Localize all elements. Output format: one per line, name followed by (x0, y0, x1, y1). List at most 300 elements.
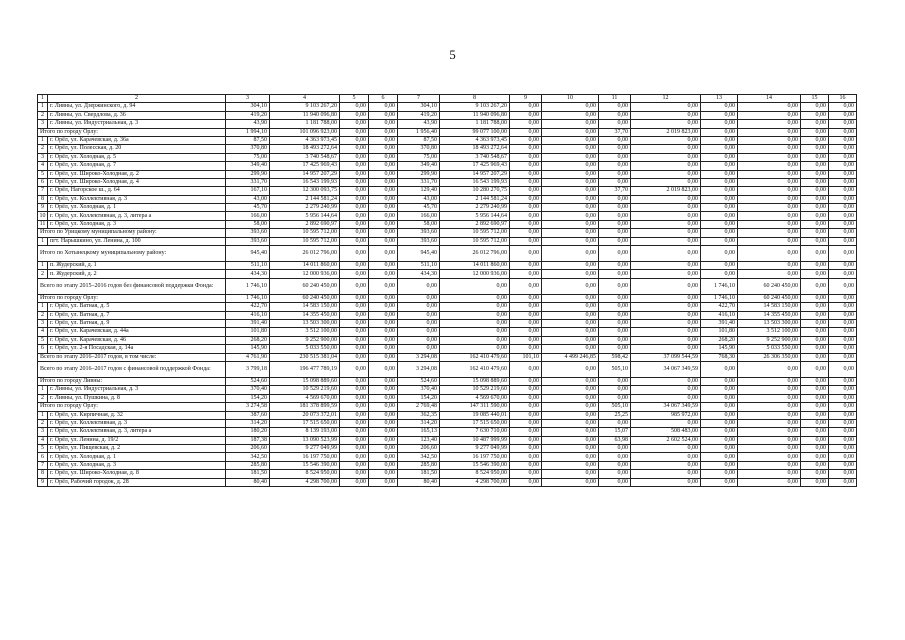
value-cell: 0,00 (631, 162, 701, 170)
value-cell: 0,00 (701, 361, 738, 377)
value-cell: 511,10 (398, 262, 440, 270)
value-cell: 0,00 (340, 428, 369, 436)
value-cell: 0,00 (369, 461, 398, 469)
value-cell: 0,00 (701, 212, 738, 220)
value-cell: 15 546 390,00 (440, 461, 510, 469)
value-cell: 0,00 (510, 428, 542, 436)
value-cell: 0,00 (440, 311, 510, 319)
value-cell: 34 067 349,59 (631, 403, 701, 411)
header-cell: 10 (542, 95, 599, 103)
value-cell: 7 630 710,00 (440, 428, 510, 436)
row-label: Всего по этапу 2016–2017 годов, в том числе: (38, 353, 226, 361)
value-cell: 1 181 788,00 (440, 120, 510, 128)
row-address: п. Жудерский, д. 2 (48, 270, 226, 278)
value-cell: 0,00 (510, 145, 542, 153)
value-cell: 17 515 650,00 (270, 419, 340, 427)
value-cell: 0,00 (631, 111, 701, 119)
value-cell: 0,00 (510, 262, 542, 270)
value-cell: 0,00 (599, 303, 631, 311)
value-cell: 0,00 (369, 419, 398, 427)
value-cell: 14 011 860,00 (440, 262, 510, 270)
table-body (38, 95, 857, 487)
value-cell: 0,00 (542, 328, 599, 336)
value-cell: 0,00 (738, 386, 801, 394)
value-cell: 10 595 712,00 (270, 237, 340, 245)
value-cell: 0,00 (510, 336, 542, 344)
row-address: г. Ливны, ул. Индустриальная, д. 3 (48, 120, 226, 128)
subtotal-row (38, 278, 857, 294)
value-cell: 180,20 (226, 428, 270, 436)
value-cell: 0,00 (542, 187, 599, 195)
value-cell: 0,00 (829, 145, 857, 153)
value-cell: 0,00 (631, 278, 701, 294)
value-cell: 0,00 (599, 145, 631, 153)
value-cell: 0,00 (510, 403, 542, 411)
value-cell: 0,00 (398, 303, 440, 311)
value-cell: 0,00 (631, 220, 701, 228)
row-index: 5 (38, 445, 48, 453)
value-cell: 0,00 (369, 377, 398, 385)
row-index: 3 (38, 153, 48, 161)
value-cell: 43,00 (226, 195, 270, 203)
value-cell: 0,00 (340, 178, 369, 186)
value-cell: 0,00 (340, 195, 369, 203)
value-cell: 0,00 (510, 345, 542, 353)
table-row (38, 153, 857, 161)
value-cell: 25,25 (599, 411, 631, 419)
row-address: г. Орёл, ул. Карачевская, д. 46 (48, 336, 226, 344)
value-cell: 0,00 (701, 470, 738, 478)
value-cell: 0,00 (369, 303, 398, 311)
value-cell: 0,00 (369, 386, 398, 394)
value-cell: 0,00 (701, 187, 738, 195)
row-index: 2 (38, 270, 48, 278)
value-cell: 0,00 (801, 111, 829, 119)
value-cell: 598,42 (599, 353, 631, 361)
row-index: 8 (38, 195, 48, 203)
value-cell: 0,00 (340, 294, 369, 302)
value-cell: 0,00 (829, 120, 857, 128)
value-cell: 0,00 (599, 319, 631, 327)
value-cell: 0,00 (340, 328, 369, 336)
value-cell: 0,00 (369, 470, 398, 478)
value-cell: 0,00 (738, 120, 801, 128)
value-cell: 331,70 (398, 178, 440, 186)
value-cell: 362,35 (398, 411, 440, 419)
value-cell: 0,00 (631, 470, 701, 478)
value-cell: 391,40 (701, 319, 738, 327)
value-cell: 0,00 (801, 212, 829, 220)
value-cell: 26 012 796,00 (270, 246, 340, 262)
value-cell: 0,00 (369, 411, 398, 419)
value-cell: 0,00 (801, 195, 829, 203)
table-row (38, 262, 857, 270)
value-cell: 0,00 (340, 411, 369, 419)
value-cell: 0,00 (340, 153, 369, 161)
value-cell: 0,00 (801, 229, 829, 237)
value-cell: 0,00 (631, 136, 701, 144)
table-row (38, 178, 857, 186)
value-cell: 285,80 (226, 461, 270, 469)
value-cell: 0,00 (369, 170, 398, 178)
value-cell: 0,00 (369, 111, 398, 119)
value-cell: 12 300 093,75 (270, 187, 340, 195)
value-cell: 60 240 450,00 (270, 294, 340, 302)
value-cell: 0,00 (369, 178, 398, 186)
table-row (38, 311, 857, 319)
value-cell: 0,00 (829, 303, 857, 311)
value-cell: 60 240 450,00 (270, 278, 340, 294)
row-address: г. Орёл, ул. Коллективная, д. 3 (48, 195, 226, 203)
value-cell: 0,00 (701, 204, 738, 212)
value-cell: 0,00 (801, 328, 829, 336)
header-cell: 13 (701, 95, 738, 103)
value-cell: 101,80 (701, 328, 738, 336)
value-cell: 0,00 (542, 120, 599, 128)
value-cell: 0,00 (340, 278, 369, 294)
value-cell: 4 761,90 (226, 353, 270, 361)
value-cell: 0,00 (829, 361, 857, 377)
value-cell: 0,00 (340, 237, 369, 245)
value-cell: 0,00 (801, 445, 829, 453)
value-cell: 422,70 (701, 303, 738, 311)
value-cell: 0,00 (440, 278, 510, 294)
row-index: 6 (38, 453, 48, 461)
value-cell: 0,00 (631, 178, 701, 186)
value-cell: 0,00 (599, 136, 631, 144)
value-cell: 123,40 (398, 436, 440, 444)
row-index: 2 (38, 311, 48, 319)
value-cell: 0,00 (631, 303, 701, 311)
value-cell: 0,00 (738, 204, 801, 212)
value-cell: 0,00 (510, 294, 542, 302)
value-cell: 391,40 (226, 319, 270, 327)
value-cell: 945,40 (398, 246, 440, 262)
row-index: 4 (38, 436, 48, 444)
value-cell: 0,00 (801, 436, 829, 444)
value-cell: 101 096 923,00 (270, 128, 340, 136)
value-cell: 0,00 (510, 170, 542, 178)
table-row (38, 394, 857, 402)
value-cell: 342,50 (226, 453, 270, 461)
value-cell: 331,70 (226, 178, 270, 186)
row-address: г. Орёл, ул. Коллективная, д. 3, литера а (48, 212, 226, 220)
value-cell: 0,00 (801, 336, 829, 344)
row-label: Итого по городу Ливны: (38, 377, 226, 385)
value-cell: 524,60 (398, 377, 440, 385)
value-cell: 4 569 670,00 (270, 394, 340, 402)
row-address: г. Орёл, ул. Ватная, д. 5 (48, 303, 226, 311)
value-cell: 0,00 (440, 294, 510, 302)
value-cell: 9 252 900,00 (270, 336, 340, 344)
value-cell: 0,00 (340, 361, 369, 377)
value-cell: 0,00 (510, 303, 542, 311)
table-row (38, 411, 857, 419)
value-cell: 0,00 (369, 153, 398, 161)
value-cell: 162 410 479,60 (440, 353, 510, 361)
value-cell: 0,00 (801, 103, 829, 111)
table-row (38, 162, 857, 170)
value-cell: 0,00 (369, 453, 398, 461)
value-cell: 187,38 (226, 436, 270, 444)
header-cell: 11 (599, 95, 631, 103)
row-address: г. Орёл, ул. Карачевская, д. 44а (48, 328, 226, 336)
table-row (38, 419, 857, 427)
value-cell: 0,00 (542, 319, 599, 327)
value-cell: 0,00 (510, 328, 542, 336)
row-address: г. Орёл, ул. Карачевская, д. 36а (48, 136, 226, 144)
value-cell: 0,00 (340, 311, 369, 319)
value-cell: 0,00 (738, 145, 801, 153)
value-cell: 0,00 (340, 204, 369, 212)
value-cell: 0,00 (369, 120, 398, 128)
value-cell: 0,00 (369, 361, 398, 377)
value-cell: 0,00 (510, 153, 542, 161)
value-cell: 0,00 (340, 162, 369, 170)
value-cell: 0,00 (510, 419, 542, 427)
value-cell: 0,00 (738, 394, 801, 402)
value-cell: 0,00 (829, 345, 857, 353)
row-address: г. Орёл, ул. Широко-Холодная, д. 8 (48, 470, 226, 478)
value-cell: 0,00 (340, 319, 369, 327)
value-cell: 0,00 (701, 428, 738, 436)
value-cell: 0,00 (340, 212, 369, 220)
value-cell: 26 306 350,00 (738, 353, 801, 361)
table-row (38, 436, 857, 444)
value-cell: 0,00 (829, 136, 857, 144)
row-index: 1 (38, 303, 48, 311)
value-cell: 0,00 (369, 270, 398, 278)
value-cell: 0,00 (510, 311, 542, 319)
value-cell: 0,00 (340, 453, 369, 461)
value-cell: 1 746,10 (701, 294, 738, 302)
value-cell: 34 067 349,59 (631, 361, 701, 377)
table-row (38, 237, 857, 245)
value-cell: 0,00 (701, 229, 738, 237)
value-cell: 0,00 (599, 270, 631, 278)
header-cell: 4 (270, 95, 340, 103)
value-cell: 145,90 (701, 345, 738, 353)
value-cell: 181,50 (226, 470, 270, 478)
value-cell: 0,00 (801, 187, 829, 195)
value-cell: 349,40 (398, 162, 440, 170)
value-cell: 0,00 (542, 270, 599, 278)
value-cell: 342,50 (398, 453, 440, 461)
value-cell: 4 298 700,00 (440, 478, 510, 486)
value-cell: 0,00 (440, 345, 510, 353)
value-cell: 985 972,00 (631, 411, 701, 419)
value-cell: 0,00 (801, 377, 829, 385)
value-cell: 0,00 (631, 478, 701, 486)
value-cell: 0,00 (599, 120, 631, 128)
value-cell: 0,00 (510, 319, 542, 327)
value-cell: 0,00 (801, 361, 829, 377)
subtotal-row (38, 246, 857, 262)
value-cell: 0,00 (340, 445, 369, 453)
value-cell: 0,00 (801, 128, 829, 136)
value-cell: 166,00 (398, 212, 440, 220)
value-cell: 129,40 (398, 187, 440, 195)
value-cell: 0,00 (510, 377, 542, 385)
value-cell: 11 940 096,80 (270, 111, 340, 119)
row-index: 3 (38, 319, 48, 327)
value-cell: 17 515 650,00 (440, 419, 510, 427)
value-cell: 0,00 (738, 403, 801, 411)
value-cell: 2 019 823,00 (631, 187, 701, 195)
header-cell: 16 (829, 95, 857, 103)
value-cell: 0,00 (631, 120, 701, 128)
value-cell: 0,00 (510, 195, 542, 203)
header-cell: 1 (38, 95, 48, 103)
value-cell: 0,00 (369, 220, 398, 228)
value-cell: 0,00 (631, 311, 701, 319)
row-index: 8 (38, 470, 48, 478)
value-cell: 285,80 (398, 461, 440, 469)
value-cell: 0,00 (738, 187, 801, 195)
value-cell: 304,10 (398, 103, 440, 111)
value-cell: 505,10 (599, 403, 631, 411)
subtotal-row (38, 294, 857, 302)
value-cell: 0,00 (631, 204, 701, 212)
value-cell: 0,00 (340, 461, 369, 469)
value-cell: 0,00 (599, 294, 631, 302)
value-cell: 0,00 (829, 436, 857, 444)
value-cell: 87,50 (226, 136, 270, 144)
value-cell: 60 240 450,00 (738, 294, 801, 302)
value-cell: 10 595 712,00 (440, 237, 510, 245)
value-cell: 0,00 (340, 345, 369, 353)
value-cell: 0,00 (701, 246, 738, 262)
value-cell: 1 956,40 (398, 128, 440, 136)
value-cell: 16 197 750,00 (440, 453, 510, 461)
value-cell: 0,00 (599, 336, 631, 344)
row-address: пгт. Нарышкино, ул. Ленина, д. 100 (48, 237, 226, 245)
value-cell: 0,00 (369, 204, 398, 212)
value-cell: 15 546 390,00 (270, 461, 340, 469)
row-address: г. Ливны, ул. Пушкина, д. 8 (48, 394, 226, 402)
row-index: 7 (38, 187, 48, 195)
value-cell: 0,00 (369, 319, 398, 327)
value-cell: 0,00 (701, 478, 738, 486)
row-index: 1 (38, 237, 48, 245)
value-cell: 0,00 (829, 204, 857, 212)
value-cell: 0,00 (738, 212, 801, 220)
value-cell: 0,00 (542, 419, 599, 427)
value-cell: 0,00 (340, 303, 369, 311)
value-cell: 0,00 (829, 178, 857, 186)
value-cell: 0,00 (738, 262, 801, 270)
value-cell: 80,40 (226, 478, 270, 486)
value-cell: 12 000 936,00 (440, 270, 510, 278)
table-row (38, 204, 857, 212)
value-cell: 0,00 (829, 153, 857, 161)
value-cell: 10 595 712,00 (270, 229, 340, 237)
value-cell: 0,00 (542, 178, 599, 186)
value-cell: 0,00 (542, 262, 599, 270)
value-cell: 508 483,00 (631, 428, 701, 436)
row-index: 4 (38, 328, 48, 336)
value-cell: 945,40 (226, 246, 270, 262)
value-cell: 0,00 (510, 212, 542, 220)
value-cell: 0,00 (829, 319, 857, 327)
page-number: 5 (449, 47, 456, 62)
table-row (38, 319, 857, 327)
value-cell: 14 957 207,29 (440, 170, 510, 178)
value-cell: 4 363 973,45 (270, 136, 340, 144)
value-cell: 0,00 (510, 270, 542, 278)
value-cell: 0,00 (738, 445, 801, 453)
row-address: г. Орёл, ул. Холодная, д. 3 (48, 461, 226, 469)
value-cell: 101,10 (510, 353, 542, 361)
value-cell: 0,00 (542, 336, 599, 344)
value-cell: 0,00 (801, 303, 829, 311)
row-label: Итого по городу Орлу: (38, 294, 226, 302)
value-cell: 0,00 (542, 136, 599, 144)
value-cell: 0,00 (829, 246, 857, 262)
value-cell: 99 077 100,00 (440, 128, 510, 136)
value-cell: 63,98 (599, 436, 631, 444)
table-row (38, 461, 857, 469)
value-cell: 0,00 (701, 403, 738, 411)
row-address: г. Ливны, ул. Свердлова, д. 36 (48, 111, 226, 119)
value-cell: 0,00 (701, 162, 738, 170)
value-cell: 0,00 (829, 111, 857, 119)
row-address: п. Жудерский, д. 1 (48, 262, 226, 270)
value-cell: 0,00 (369, 294, 398, 302)
row-index: 1 (38, 103, 48, 111)
value-cell: 3 740 548,67 (440, 153, 510, 161)
value-cell: 0,00 (631, 461, 701, 469)
value-cell: 0,00 (510, 436, 542, 444)
value-cell: 0,00 (599, 394, 631, 402)
value-cell: 0,00 (542, 162, 599, 170)
value-cell: 0,00 (738, 178, 801, 186)
value-cell: 0,00 (340, 136, 369, 144)
value-cell: 80,40 (398, 478, 440, 486)
value-cell: 0,00 (599, 278, 631, 294)
value-cell: 3 512 100,00 (270, 328, 340, 336)
value-cell: 16 543 199,93 (270, 178, 340, 186)
value-cell: 0,00 (829, 453, 857, 461)
value-cell: 0,00 (801, 237, 829, 245)
value-cell: 0,00 (369, 262, 398, 270)
row-label: Всего по этапу 2015–2016 годов без финансовой поддержки Фонда: (38, 278, 226, 294)
value-cell: 0,00 (599, 103, 631, 111)
value-cell: 19 085 440,01 (440, 411, 510, 419)
value-cell: 0,00 (510, 128, 542, 136)
value-cell: 181 378 899,59 (270, 403, 340, 411)
table-row (38, 120, 857, 128)
value-cell: 0,00 (829, 328, 857, 336)
value-cell: 314,20 (398, 419, 440, 427)
header-cell: 9 (510, 95, 542, 103)
value-cell: 0,00 (829, 419, 857, 427)
value-cell: 10 529 219,60 (440, 386, 510, 394)
value-cell: 15 098 889,60 (440, 377, 510, 385)
value-cell: 165,13 (398, 428, 440, 436)
value-cell: 0,00 (701, 270, 738, 278)
row-address: г. Орёл, ул. Коллективная, д. 3 (48, 419, 226, 427)
value-cell: 43,90 (226, 120, 270, 128)
value-cell: 0,00 (801, 470, 829, 478)
value-cell: 0,00 (701, 411, 738, 419)
value-cell: 0,00 (340, 220, 369, 228)
value-cell: 0,00 (631, 103, 701, 111)
value-cell: 0,00 (542, 170, 599, 178)
value-cell: 9 252 900,00 (738, 336, 801, 344)
value-cell: 0,00 (801, 246, 829, 262)
value-cell: 0,00 (631, 394, 701, 402)
